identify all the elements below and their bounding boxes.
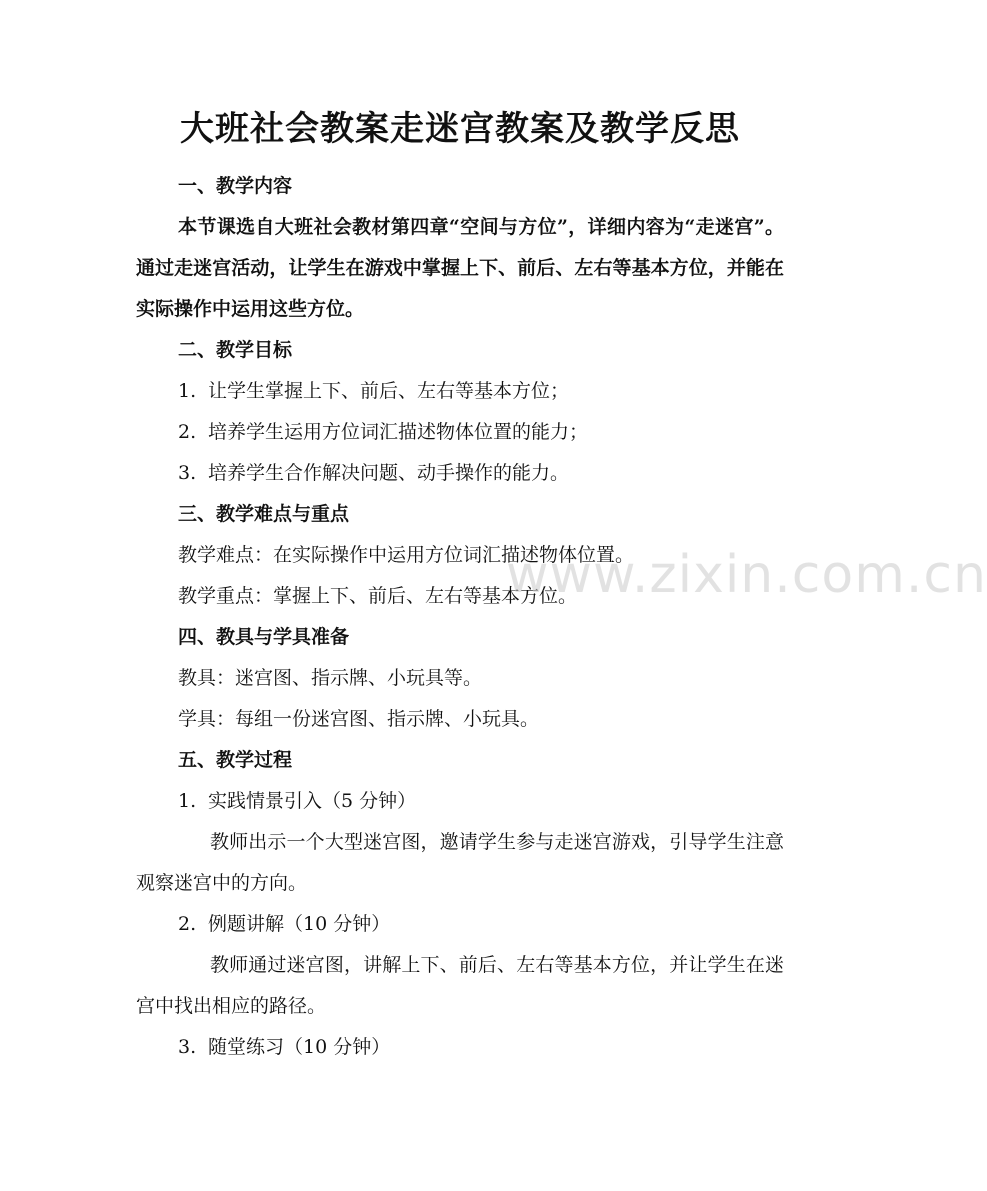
item-text: 培养学生合作解决问题、动手操作的能力。 [208, 462, 570, 484]
step-number: 3. [178, 1036, 197, 1058]
process-step-title [136, 781, 784, 822]
section-heading-objectives: 二、教学目标 [178, 339, 293, 361]
watermark-text: www.zixin.com.cn [506, 545, 987, 605]
document-body [136, 166, 784, 1068]
item-text: 让学生掌握上下、前后、左右等基本方位； [208, 380, 570, 402]
section-heading-difficulty-key: 三、教学难点与重点 [178, 503, 350, 525]
objective-item [136, 371, 784, 412]
process-step-title [136, 1027, 784, 1068]
process-step-text: 教师通过迷宫图，讲解上下、前后、左右等基本方位，并让学生在迷宫中找出相应的路径。 [136, 954, 784, 1017]
step-title: 实践情景引入（5 分钟） [208, 790, 417, 812]
difficulty-text: 教学难点：在实际操作中运用方位词汇描述物体位置。 [178, 544, 635, 566]
item-number: 1. [178, 380, 197, 402]
content-paragraph: 本节课选自大班社会教材第四章“空间与方位”，详细内容为“走迷宫”。通过走迷宫活动，让学生在游戏中掌握上下、前后、左右等基本方位，并能在实际操作中运用这些方位。 [136, 216, 784, 320]
step-number: 1. [178, 790, 197, 812]
item-text: 培养学生运用方位词汇描述物体位置的能力； [208, 421, 589, 443]
objective-item [136, 412, 784, 453]
student-tools-text: 学具：每组一份迷宫图、指示牌、小玩具。 [178, 708, 540, 730]
item-number: 2. [178, 421, 197, 443]
objective-item [136, 453, 784, 494]
step-title: 随堂练习（10 分钟） [208, 1036, 391, 1058]
teacher-tools-text: 教具：迷宫图、指示牌、小玩具等。 [178, 667, 483, 689]
key-point-text: 教学重点：掌握上下、前后、左右等基本方位。 [178, 585, 578, 607]
step-number: 2. [178, 913, 197, 935]
step-title: 例题讲解（10 分钟） [208, 913, 391, 935]
process-step-title [136, 904, 784, 945]
process-step-text: 教师出示一个大型迷宫图，邀请学生参与走迷宫游戏，引导学生注意观察迷宫中的方向。 [136, 831, 784, 894]
section-heading-process: 五、教学过程 [178, 749, 293, 771]
section-heading-materials: 四、教具与学具准备 [178, 626, 350, 648]
section-heading-content: 一、教学内容 [178, 175, 293, 197]
document-title: 大班社会教案走迷宫教案及教学反思 [180, 109, 740, 149]
item-number: 3. [178, 462, 197, 484]
